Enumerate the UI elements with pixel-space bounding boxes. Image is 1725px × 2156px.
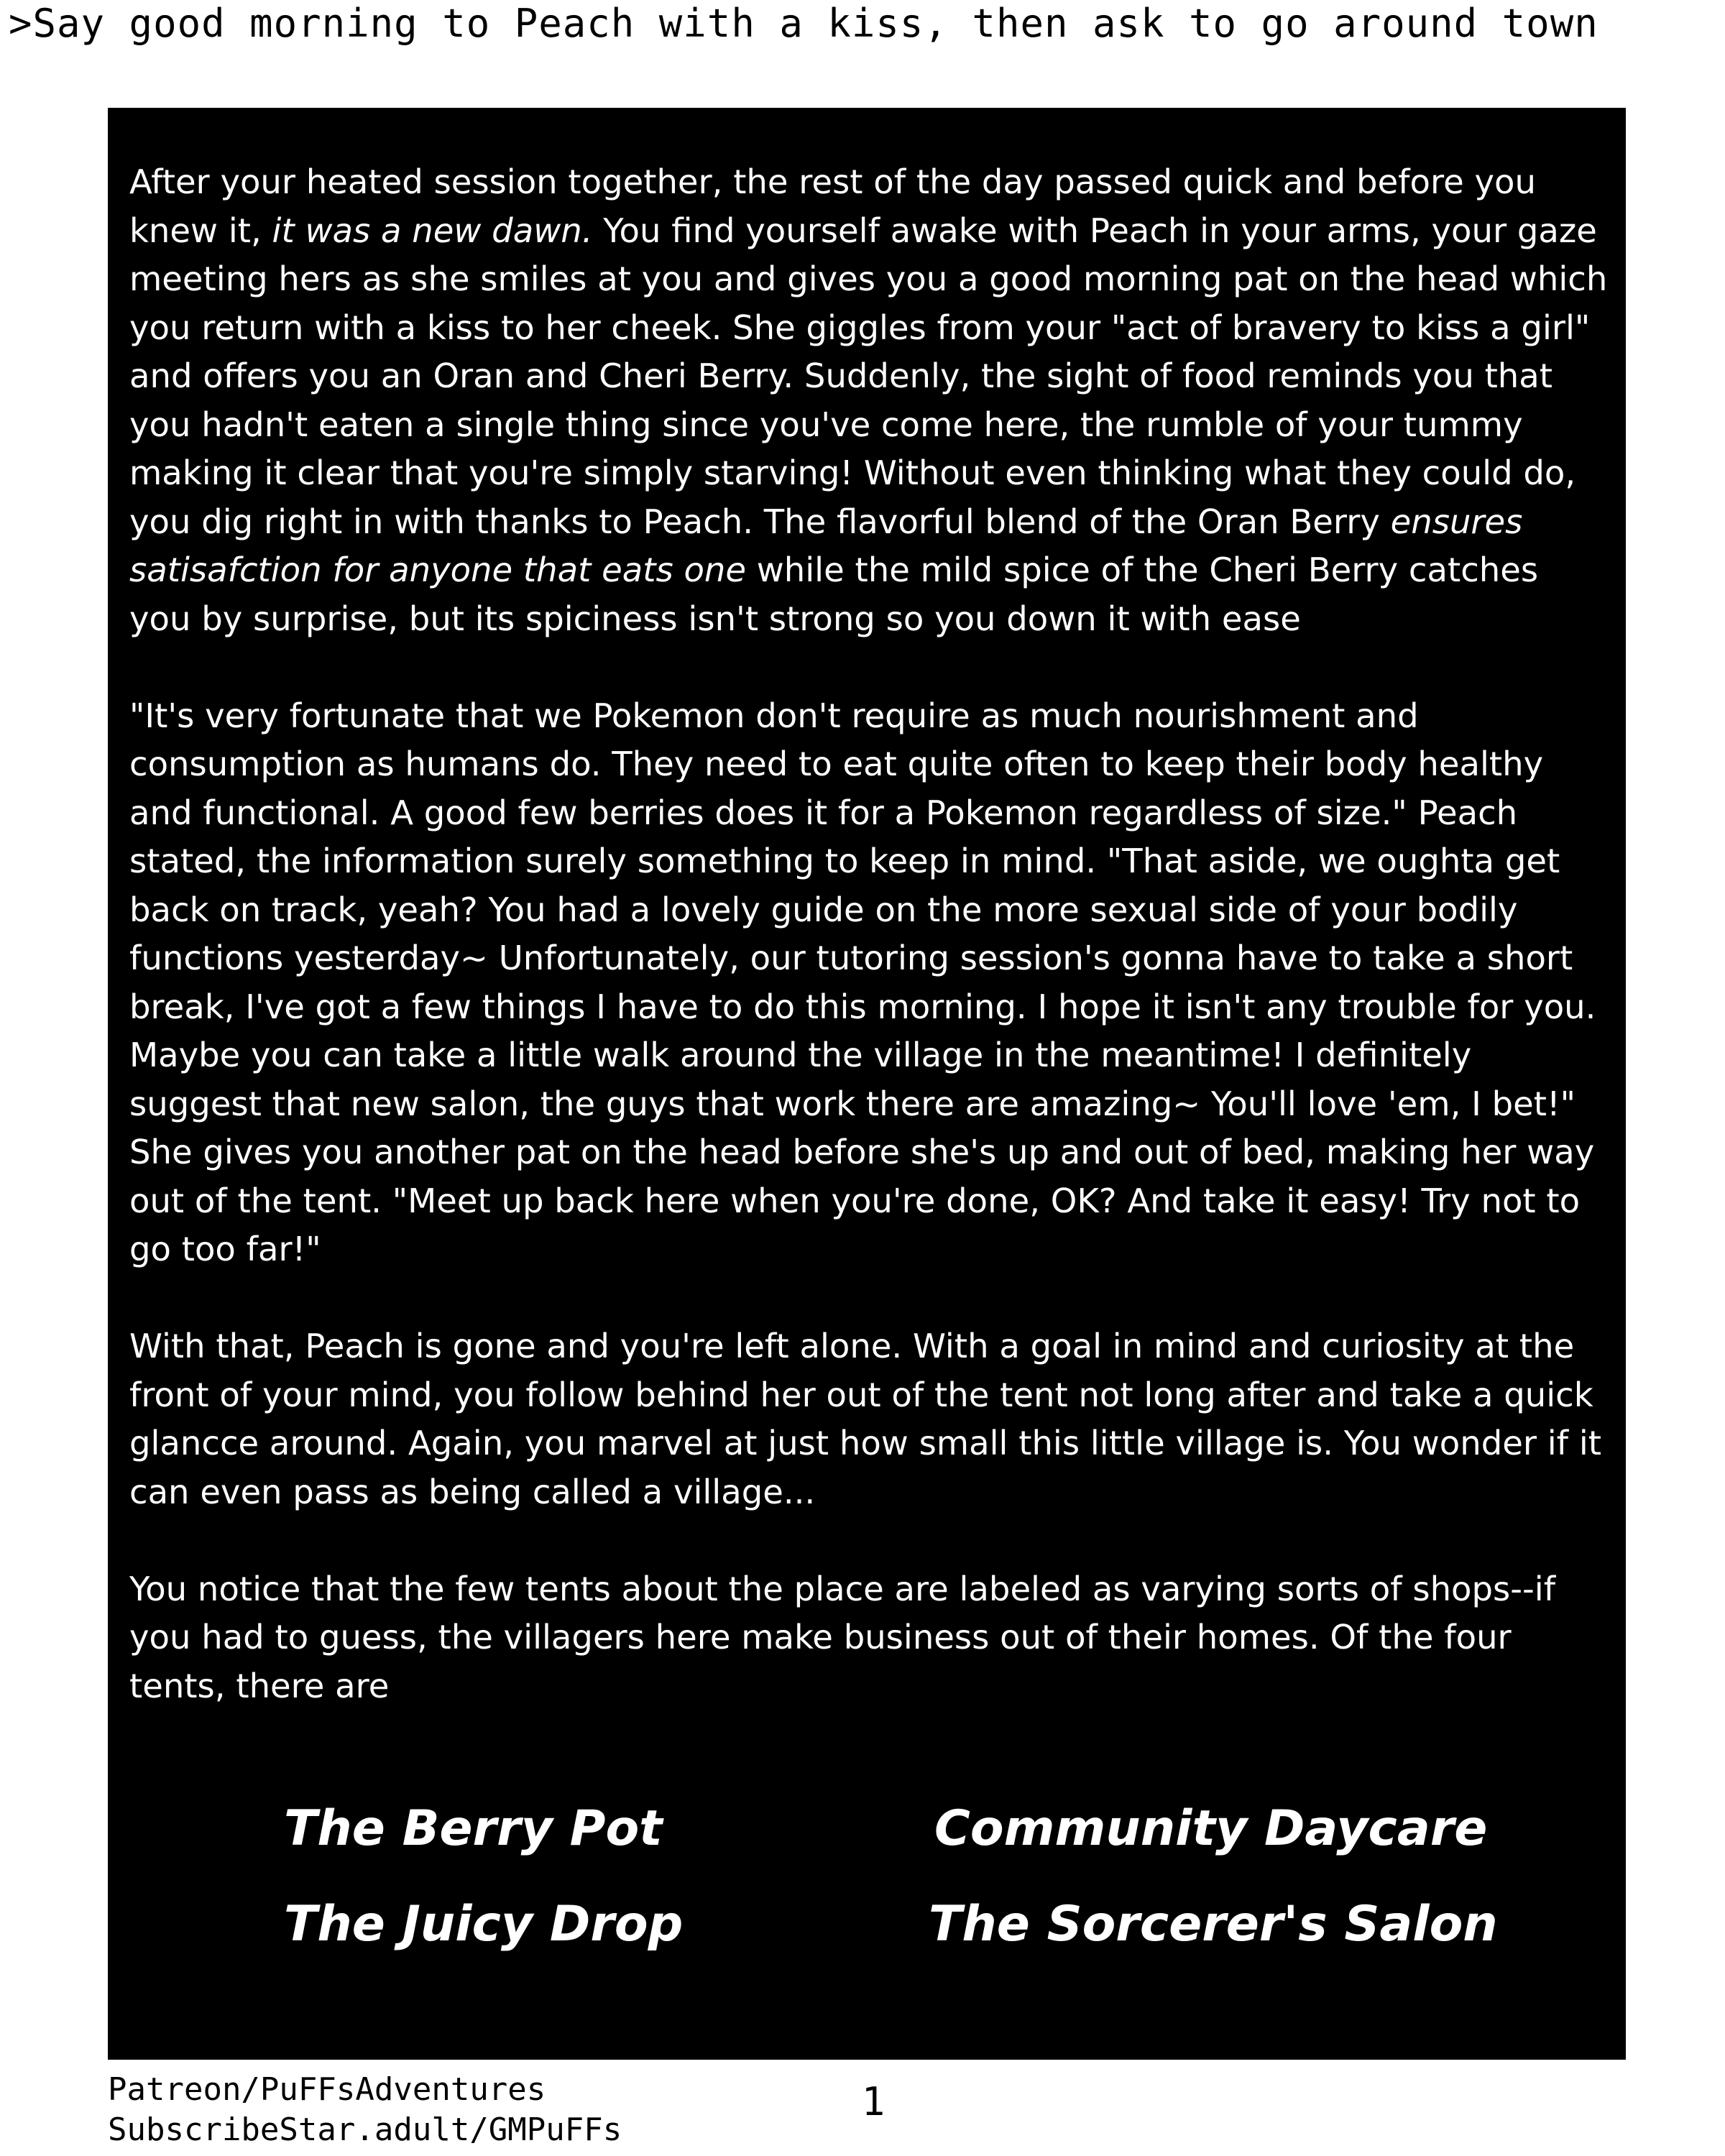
shop-option-sorcerers-salon[interactable]: The Sorcerer's Salon xyxy=(929,1896,1498,1953)
patreon-link[interactable]: Patreon/PuFFsAdventures xyxy=(108,2071,546,2108)
story-paragraph-1-italic-a: it was a new dawn. xyxy=(272,211,593,250)
shop-choices xyxy=(108,1797,1626,1984)
story-paragraph-1-part-a: After your heated session together, the rest of the day passed quick and before you knew it, xyxy=(129,162,1536,250)
story-paragraph-1-part-c: You find yourself awake with Peach in your arms, your gaze meeting hers as she smiles at you and gives you a good morning pat on the head which you return with a kiss to her cheek. She giggles from your "act of bravery to kiss a girl" and offers you an Oran and Cheri Berry. Suddenly, the sight of food reminds you that you hadn't eaten a single thing since you've come here, the rumble of your tummy making it clear that you're simply starving! Without even thinking what they could do, you dig right in with thanks to Peach. The flavorful blend of the Oran Berry xyxy=(129,211,1608,541)
story-panel xyxy=(108,108,1626,2060)
story-paragraph-3: With that, Peach is gone and you're left alone. With a goal in mind and curiosity at the front of your mind, you follow behind her out of the tent not long after and take a quick glancce around. Again, you marvel at just how small this little village is. You wonder if it can even pass as being called a village... xyxy=(129,1327,1601,1511)
shop-option-community-daycare[interactable]: Community Daycare xyxy=(934,1800,1488,1857)
subscribestar-link[interactable]: SubscribeStar.adult/GMPuFFs xyxy=(108,2111,622,2148)
story-text xyxy=(129,158,1610,1759)
page-header-title: >Say good morning to Peach with a kiss, then ask to go around town xyxy=(9,1,1598,46)
story-paragraph-2: "It's very fortunate that we Pokemon don't require as much nourishment and consumption as humans do. They need to eat quite often to keep their body healthy and functional. A good few berries does it for a Pokemon regardless of size." Peach stated, the information surely something to keep in mind. "That aside, we oughta get back on track, yeah? You had a lovely guide on the more sexual side of your bodily functions yesterday~ Unfortunately, our tutoring session's gonna have to take a short break, I've got a few things I have to do this morning. I hope it isn't any trouble for you. Maybe you can take a little walk around the village in the meantime! I definitely suggest that new salon, the guys that work there are amazing~ You'll love 'em, I bet!" She gives you another pat on the head before she's up and out of bed, making her way out of the tent. "Meet up back here when you're done, OK? And take it easy! Try not to go too far!" xyxy=(129,696,1596,1268)
shop-option-juicy-drop[interactable]: The Juicy Drop xyxy=(284,1896,684,1953)
story-paragraph-4: You notice that the few tents about the place are labeled as varying sorts of shops--if you had to guess, the villagers here make business out of their homes. Of the four tents, there are xyxy=(129,1569,1556,1705)
shop-option-berry-pot[interactable]: The Berry Pot xyxy=(284,1800,663,1857)
page-number: 1 xyxy=(861,2079,886,2124)
footer-links xyxy=(108,2070,755,2150)
story-paragraph-1-italic-b: ensures satisafction for anyone that eats one xyxy=(129,502,1523,589)
story-paragraph-1 xyxy=(129,158,1610,643)
story-paragraph-1-part-e: while the mild spice of the Cheri Berry catches you by surprise, but its spiciness isn't strong so you down it with ease xyxy=(129,550,1539,638)
